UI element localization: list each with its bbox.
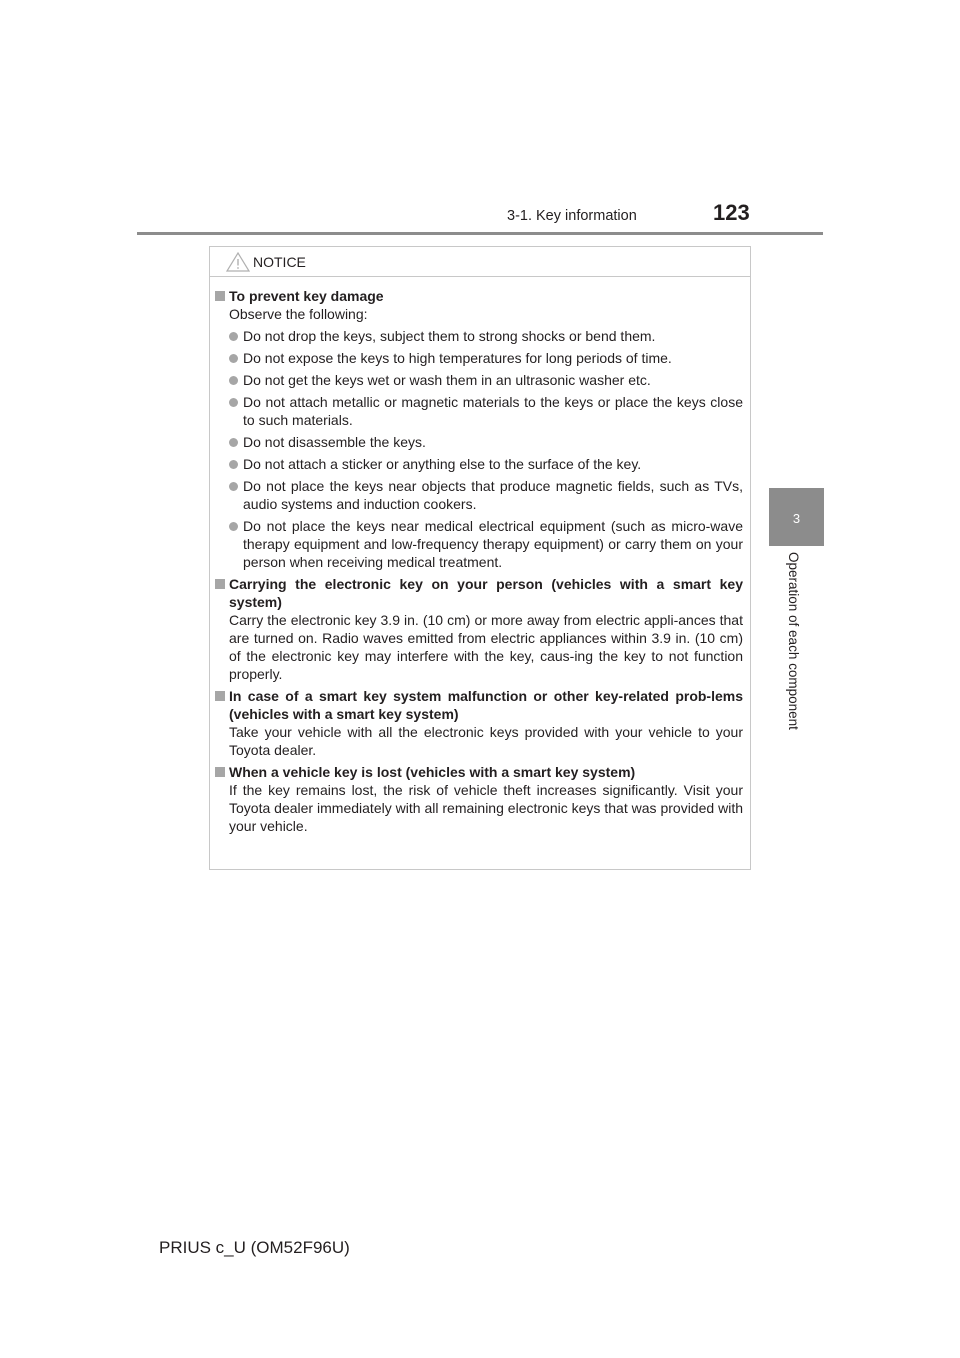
section-body: Take your vehicle with all the electronic keys provided with your vehicle to your Toyota dealer.: [229, 724, 743, 758]
chapter-label: Operation of each component: [786, 552, 801, 730]
square-bullet-icon: [215, 579, 225, 589]
square-bullet-icon: [215, 691, 225, 701]
list-item: Do not drop the keys, subject them to strong shocks or bend them.: [215, 327, 743, 345]
chapter-number: 3: [792, 511, 801, 526]
page-number: 123: [713, 200, 750, 225]
circle-bullet-icon: [229, 438, 238, 447]
list-item: Do not place the keys near objects that produce magnetic fields, such as TVs, audio systems and induction cookers.: [215, 477, 743, 513]
circle-bullet-icon: [229, 332, 238, 341]
square-bullet-icon: [215, 291, 225, 301]
list-item: Do not disassemble the keys.: [215, 433, 743, 451]
section-body: Carry the electronic key 3.9 in. (10 cm) or more away from electric appli-ances that are turned on. Radio waves emitted from electric appliances within 3.9 in. (10 cm) of the electronic key may interfere with the key, caus-ing the key to not function properly.: [229, 612, 743, 682]
section-heading: In case of a smart key system malfunction or other key-related prob-lems (vehicles with a smart key system): [215, 687, 743, 723]
notice-body: [210, 287, 750, 835]
circle-bullet-icon: [229, 482, 238, 491]
section-intro: Observe the following:: [229, 306, 368, 322]
footer-model-code: PRIUS c_U (OM52F96U): [159, 1238, 350, 1257]
notice-title: NOTICE: [253, 254, 306, 270]
section-heading: When a vehicle key is lost (vehicles with a smart key system): [215, 763, 743, 781]
section-title: 3-1. Key information: [507, 208, 637, 224]
circle-bullet-icon: [229, 376, 238, 385]
list-item: Do not place the keys near medical electrical equipment (such as micro-wave therapy equipment and low-frequency therapy equipment) or carry them on your person when receiving medical treatment.: [215, 517, 743, 571]
list-item: Do not expose the keys to high temperatures for long periods of time.: [215, 349, 743, 367]
circle-bullet-icon: [229, 522, 238, 531]
list-item: Do not get the keys wet or wash them in an ultrasonic washer etc.: [215, 371, 743, 389]
list-item: Do not attach a sticker or anything else to the surface of the key.: [215, 455, 743, 473]
notice-header: [210, 247, 750, 277]
circle-bullet-icon: [229, 398, 238, 407]
section-heading: To prevent key damage: [215, 287, 743, 305]
notice-box: [209, 246, 751, 870]
section-body: If the key remains lost, the risk of vehicle theft increases significantly. Visit your Toyota dealer immediately with all remaining electronic keys that was provided with your vehicle.: [229, 782, 743, 834]
circle-bullet-icon: [229, 460, 238, 469]
chapter-tab: [769, 488, 824, 546]
circle-bullet-icon: [229, 354, 238, 363]
warning-triangle-icon: [226, 252, 250, 272]
header-divider: [137, 232, 823, 235]
section-heading: Carrying the electronic key on your person (vehicles with a smart key system): [215, 575, 743, 611]
square-bullet-icon: [215, 767, 225, 777]
list-item: Do not attach metallic or magnetic materials to the keys or place the keys close to such materials.: [215, 393, 743, 429]
